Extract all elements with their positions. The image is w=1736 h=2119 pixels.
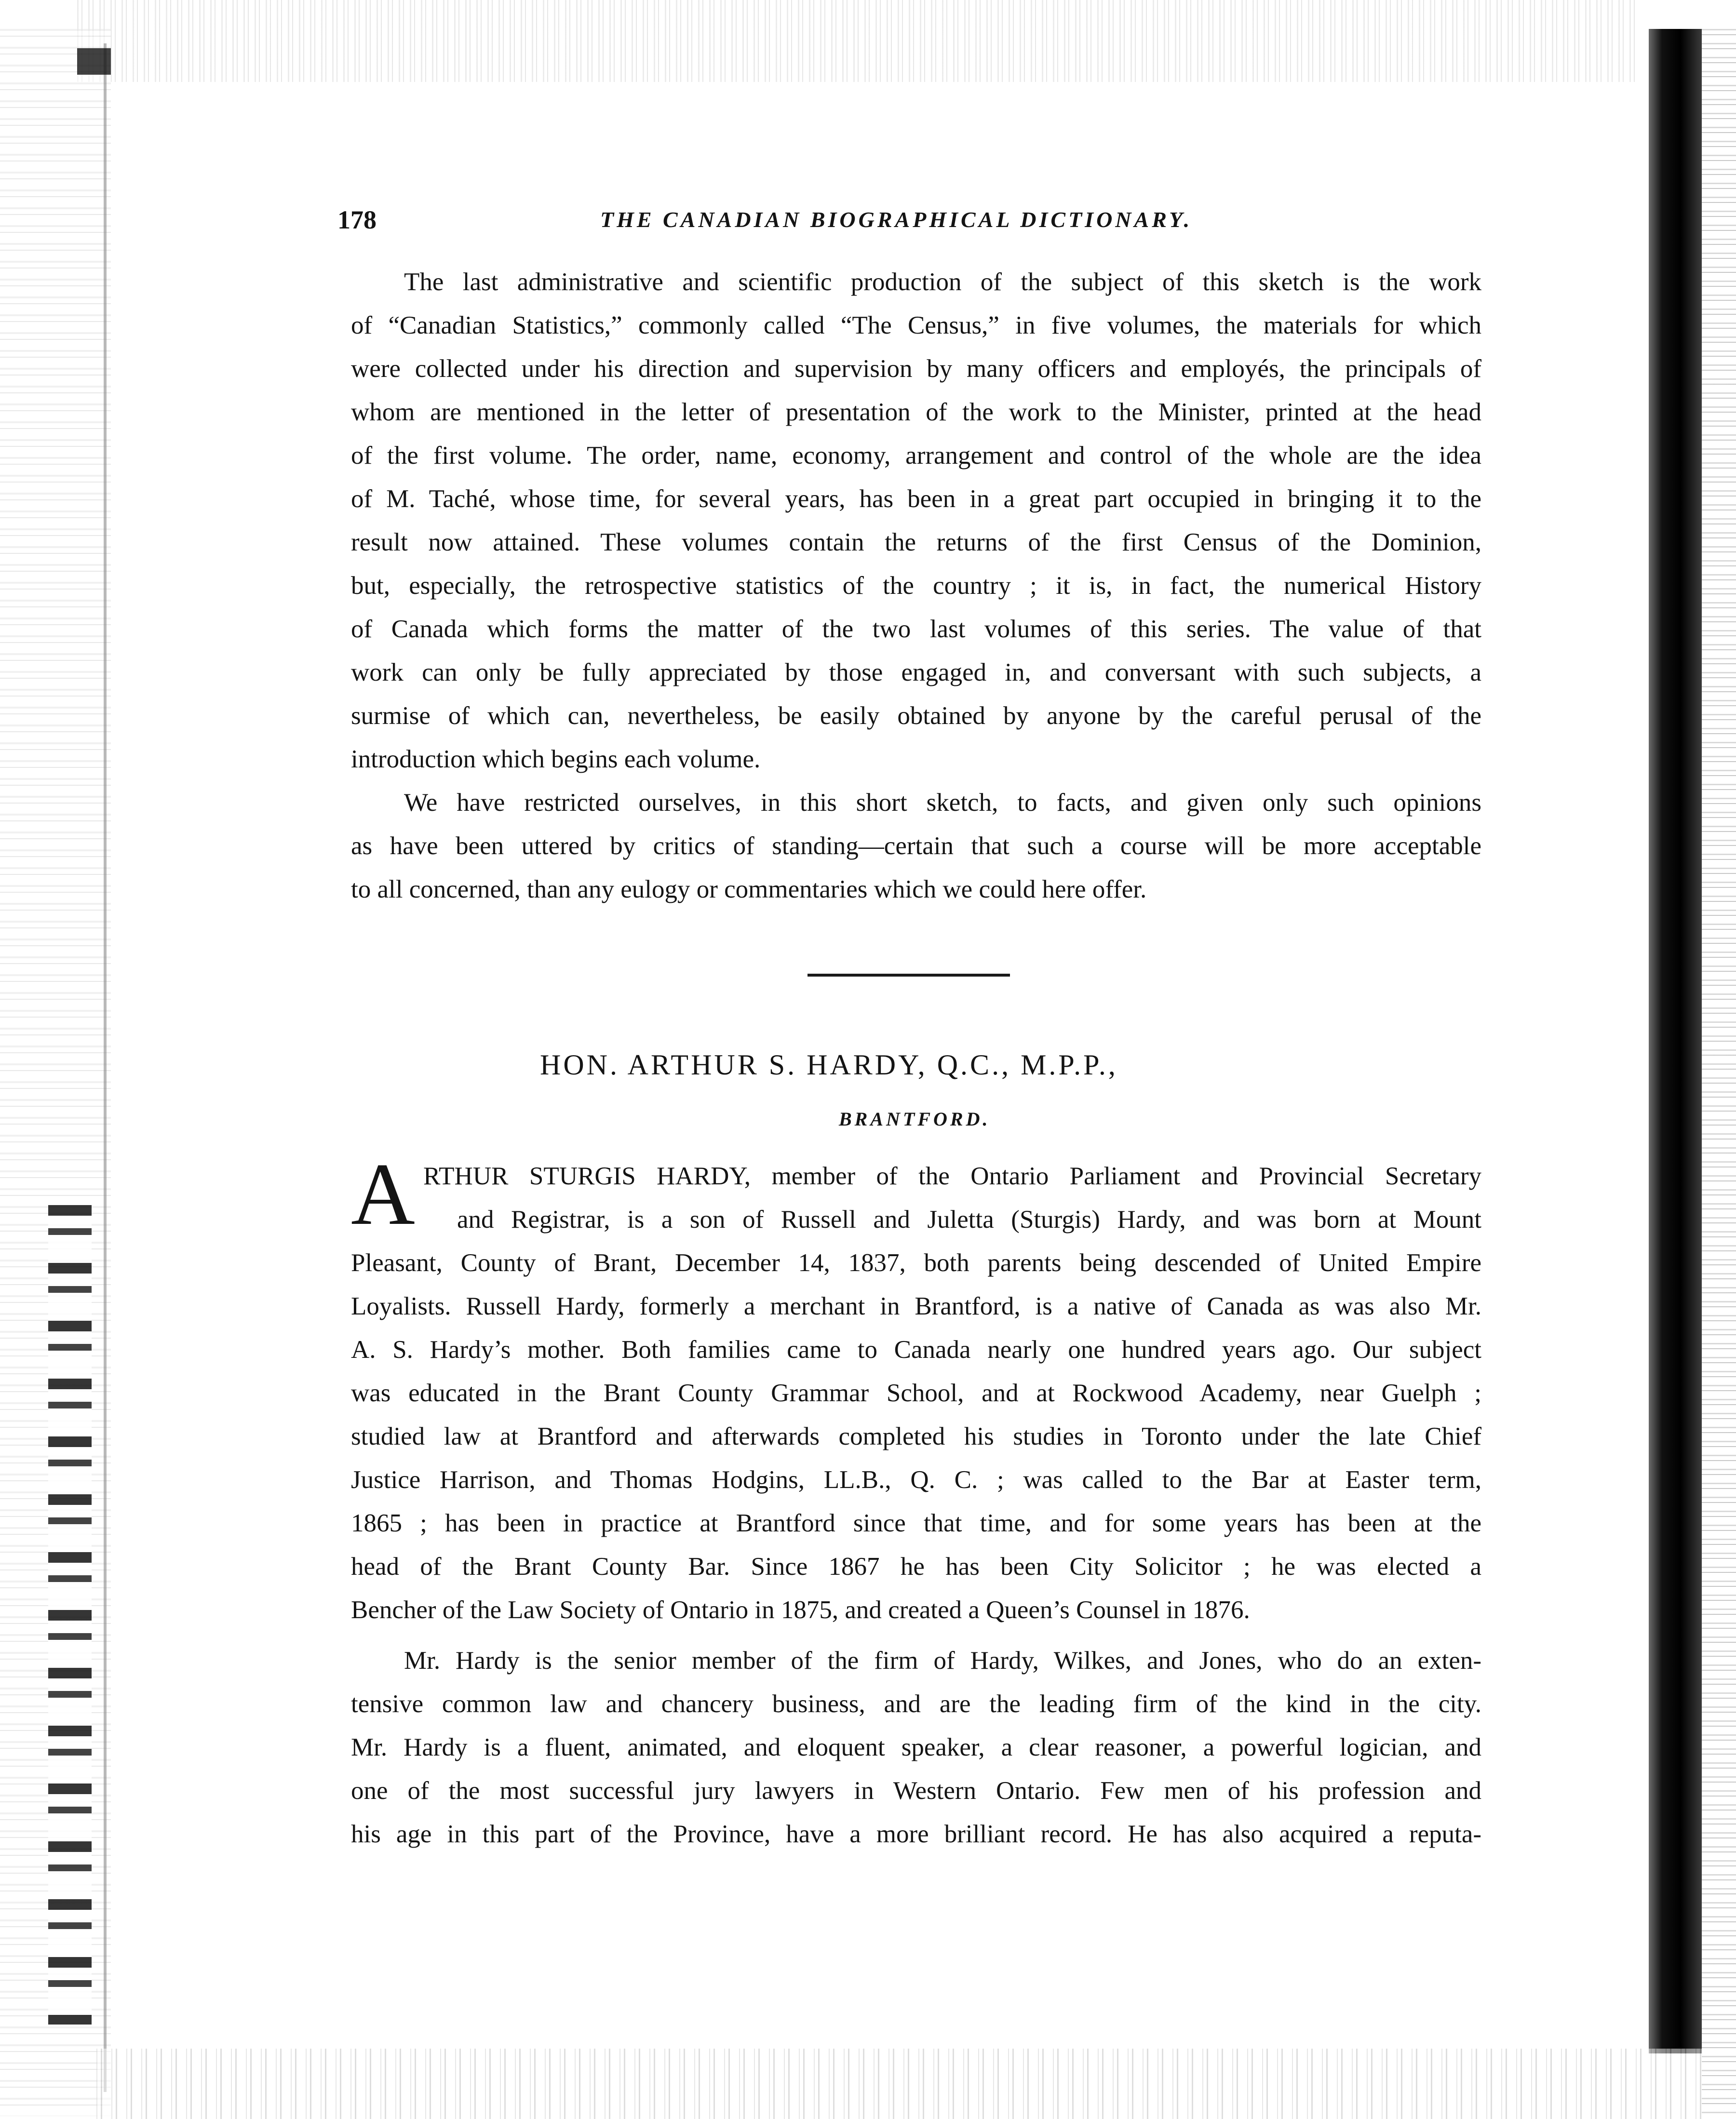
text-line: work can only be fully appreciated by those engaged in, and conversant with such subjects, a: [351, 658, 1481, 686]
scan-mark: [77, 48, 111, 75]
text-line: his age in this part of the Province, have a more brilliant record. He has also acquired a reputa-: [351, 1820, 1481, 1848]
scan-noise-top: [77, 0, 1639, 82]
text-line: of Canada which forms the matter of the two last volumes of this series. The value of that: [351, 615, 1481, 643]
text-line: We have restricted ourselves, in this short sketch, to facts, and given only such opinions: [404, 789, 1481, 817]
text-line: as have been uttered by critics of standing—certain that such a course will be more acceptable: [351, 832, 1481, 860]
text-line: introduction which begins each volume.: [351, 745, 761, 773]
entry-location: BRANTFORD.: [839, 1108, 991, 1130]
text-line: were collected under his direction and supervision by many officers and employés, the principals of: [351, 355, 1481, 383]
text-line: was educated in the Brant County Grammar School, and at Rockwood Academy, near Guelph ;: [351, 1379, 1481, 1407]
text-line: A. S. Hardy’s mother. Both families came to Canada nearly one hundred years ago. Our subject: [351, 1336, 1481, 1364]
text-line: Bencher of the Law Society of Ontario in 1875, and created a Queen’s Counsel in 1876.: [351, 1596, 1250, 1624]
page-number: 178: [337, 205, 377, 234]
text-line: RTHUR STURGIS HARDY, member of the Ontario Parliament and Provincial Secretary: [423, 1162, 1481, 1190]
text-line: whom are mentioned in the letter of presentation of the work to the Minister, printed at the head: [351, 398, 1481, 426]
text-line: to all concerned, than any eulogy or commentaries which we could here offer.: [351, 875, 1147, 903]
text-line: surmise of which can, nevertheless, be easily obtained by anyone by the careful perusal of the: [351, 702, 1481, 730]
section-divider: [807, 974, 1010, 977]
scan-noise-right: [1702, 29, 1736, 2116]
text-line: one of the most successful jury lawyers in Western Ontario. Few men of his profession and: [351, 1777, 1481, 1805]
scan-noise-bottom: [96, 2049, 1702, 2119]
scan-marks-left: [48, 1205, 92, 2025]
text-line: of “Canadian Statistics,” commonly called “The Census,” in five volumes, the materials for which: [351, 311, 1481, 339]
paragraph-firm: [351, 1639, 1481, 1856]
text-line: of the first volume. The order, name, economy, arrangement and control of the whole are the idea: [351, 442, 1481, 469]
entry-heading: HON. ARTHUR S. HARDY, Q.C., M.P.P.,: [540, 1049, 1118, 1081]
paragraph-census: [351, 260, 1481, 781]
text-line: of M. Taché, whose time, for several years, has been in a great part occupied in bringing it to the: [351, 485, 1481, 513]
paragraph-biography: [351, 1145, 1481, 1632]
text-line: result now attained. These volumes contain the returns of the first Census of the Dominion,: [351, 528, 1481, 556]
running-title: THE CANADIAN BIOGRAPHICAL DICTIONARY.: [600, 207, 1193, 232]
scan-page-edge-left: [104, 43, 107, 2092]
text-line: Mr. Hardy is a fluent, animated, and eloquent speaker, a clear reasoner, a powerful logician, and: [351, 1733, 1481, 1761]
text-line: Pleasant, County of Brant, December 14, 1837, both parents being descended of United Empire: [351, 1249, 1481, 1277]
text-line: The last administrative and scientific production of the subject of this sketch is the work: [404, 268, 1481, 296]
text-line: but, especially, the retrospective statistics of the country ; it is, in fact, the numerical History: [351, 572, 1481, 600]
text-line: tensive common law and chancery business, and are the leading firm of the kind in the city.: [351, 1690, 1481, 1718]
running-head: [337, 205, 1446, 243]
paragraph-restricted: [351, 781, 1481, 911]
text-line: Justice Harrison, and Thomas Hodgins, LL.B., Q. C. ; was called to the Bar at Easter term,: [351, 1466, 1481, 1494]
scan-binding-shadow: [1649, 29, 1702, 2053]
text-line: Mr. Hardy is the senior member of the firm of Hardy, Wilkes, and Jones, who do an exten-: [404, 1647, 1481, 1675]
text-line: 1865 ; has been in practice at Brantford since that time, and for some years has been at the: [351, 1509, 1481, 1537]
text-line: studied law at Brantford and afterwards completed his studies in Toronto under the late Chief: [351, 1422, 1481, 1450]
drop-cap: A: [351, 1145, 415, 1243]
text-line: head of the Brant County Bar. Since 1867 he has been City Solicitor ; he was elected a: [351, 1553, 1481, 1581]
text-line: and Registrar, is a son of Russell and Juletta (Sturgis) Hardy, and was born at Mount: [457, 1206, 1481, 1234]
text-line: Loyalists. Russell Hardy, formerly a merchant in Brantford, is a native of Canada as was also Mr.: [351, 1292, 1481, 1320]
